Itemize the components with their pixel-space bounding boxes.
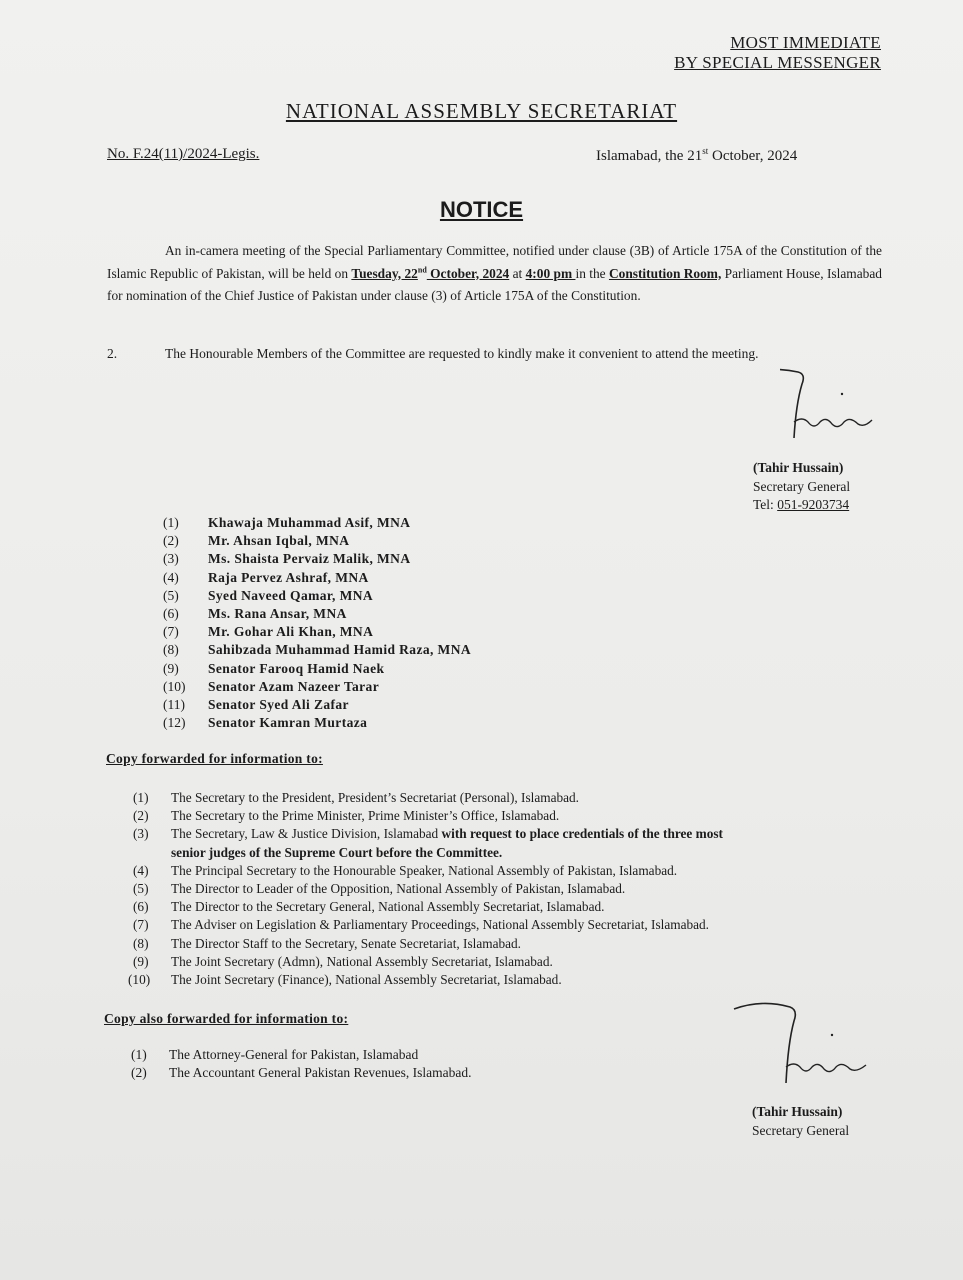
list-item: (8) Sahibzada Muhammad Hamid Raza, MNA bbox=[163, 642, 471, 658]
list-item: (1) The Secretary to the President, President’s Secretariat (Personal), Islamabad. bbox=[133, 790, 580, 805]
notice-paragraph-1: An in-camera meeting of the Special Parliamentary Committee, notified under clause (3B) of Article 175A of the Constitution of the Islamic Republic of Pakistan, will be held on Tuesday, 22nd October, 2024 at 4:00 pm in the Constitution Room, Parliament House, Islamabad for nomination of the Chief Justice of Pakistan under clause (3) of Article 175A of the Constitution. bbox=[107, 243, 882, 303]
list-item: (1) The Attorney-General for Pakistan, Islamabad bbox=[131, 1047, 419, 1062]
list-item: (5) Syed Naveed Qamar, MNA bbox=[163, 587, 374, 603]
copy-forwarded-list bbox=[128, 789, 723, 989]
list-item: (7) The Adviser on Legislation & Parliamentary Proceedings, National Assembly Secretariat, Islamabad. bbox=[133, 917, 710, 933]
signature-image bbox=[780, 360, 890, 445]
list-item: (3) Ms. Shaista Pervaiz Malik, MNA bbox=[163, 551, 411, 567]
delivery-label: BY SPECIAL MESSENGER bbox=[674, 53, 881, 72]
copy-forwarded-heading: Copy forwarded for information to: bbox=[106, 751, 323, 766]
paragraph-2-number: 2. bbox=[107, 346, 118, 361]
copy-also-heading: Copy also forwarded for information to: bbox=[104, 1011, 349, 1026]
date-line: Islamabad, the 21st October, 2024 bbox=[596, 146, 798, 164]
list-item: (12) Senator Kamran Murtaza bbox=[163, 715, 368, 731]
list-item: (6) Ms. Rana Ansar, MNA bbox=[163, 606, 347, 622]
reference-number: No. F.24(11)/2024-Legis. bbox=[107, 146, 260, 162]
list-item: (1) Khawaja Muhammad Asif, MNA bbox=[163, 515, 411, 530]
signatory-block bbox=[753, 459, 850, 515]
priority-header bbox=[674, 33, 881, 73]
organization-title: NATIONAL ASSEMBLY SECRETARIAT bbox=[285, 99, 678, 123]
list-item: (8) The Director Staff to the Secretary, Senate Secretariat, Islamabad. bbox=[133, 935, 521, 951]
list-item: (9) Senator Farooq Hamid Naek bbox=[163, 660, 385, 676]
copy-also-list bbox=[131, 1046, 472, 1082]
list-item-continuation: senior judges of the Supreme Court before the Committee. bbox=[171, 844, 503, 860]
list-item: (3) The Secretary, Law & Justice Division, Islamabad with request to place credentials of the three most bbox=[133, 826, 723, 842]
signatory-name: (Tahir Hussain) bbox=[753, 460, 844, 475]
members-list bbox=[163, 514, 471, 732]
list-item: (6) The Director to the Secretary General, National Assembly Secretariat, Islamabad. bbox=[133, 899, 605, 915]
list-item: (10) Senator Azam Nazeer Tarar bbox=[163, 678, 380, 694]
list-item: (2) The Accountant General Pakistan Revenues, Islamabad. bbox=[131, 1065, 472, 1081]
signatory-title: Secretary General bbox=[753, 478, 851, 494]
list-item: (5) The Director to Leader of the Opposition, National Assembly of Pakistan, Islamabad. bbox=[133, 881, 626, 897]
notice-paragraph-2: The Honourable Members of the Committee are requested to kindly make it convenient to attend the meeting. bbox=[165, 346, 759, 361]
notice-heading: NOTICE bbox=[439, 197, 524, 222]
signatory-name-2: (Tahir Hussain) bbox=[752, 1104, 843, 1119]
list-item: (10) The Joint Secretary (Finance), National Assembly Secretariat, Islamabad. bbox=[128, 972, 562, 988]
list-item: (11) Senator Syed Ali Zafar bbox=[163, 697, 349, 713]
signatory-block-2 bbox=[752, 1103, 849, 1140]
signatory-tel: Tel: 051-9203734 bbox=[753, 497, 850, 512]
signature-image-2 bbox=[732, 995, 882, 1090]
list-item: (7) Mr. Gohar Ali Khan, MNA bbox=[163, 624, 374, 640]
list-item: (2) Mr. Ahsan Iqbal, MNA bbox=[163, 533, 350, 549]
list-item: (4) Raja Pervez Ashraf, MNA bbox=[163, 569, 369, 585]
list-item: (4) The Principal Secretary to the Honourable Speaker, National Assembly of Pakistan, Islamabad. bbox=[133, 862, 678, 878]
list-item: (9) The Joint Secretary (Admn), National Assembly Secretariat, Islamabad. bbox=[133, 953, 553, 969]
priority-label: MOST IMMEDIATE bbox=[730, 33, 881, 52]
list-item: (2) The Secretary to the Prime Minister, Prime Minister’s Office, Islamabad. bbox=[133, 808, 560, 824]
signatory-title-2: Secretary General bbox=[752, 1122, 850, 1138]
